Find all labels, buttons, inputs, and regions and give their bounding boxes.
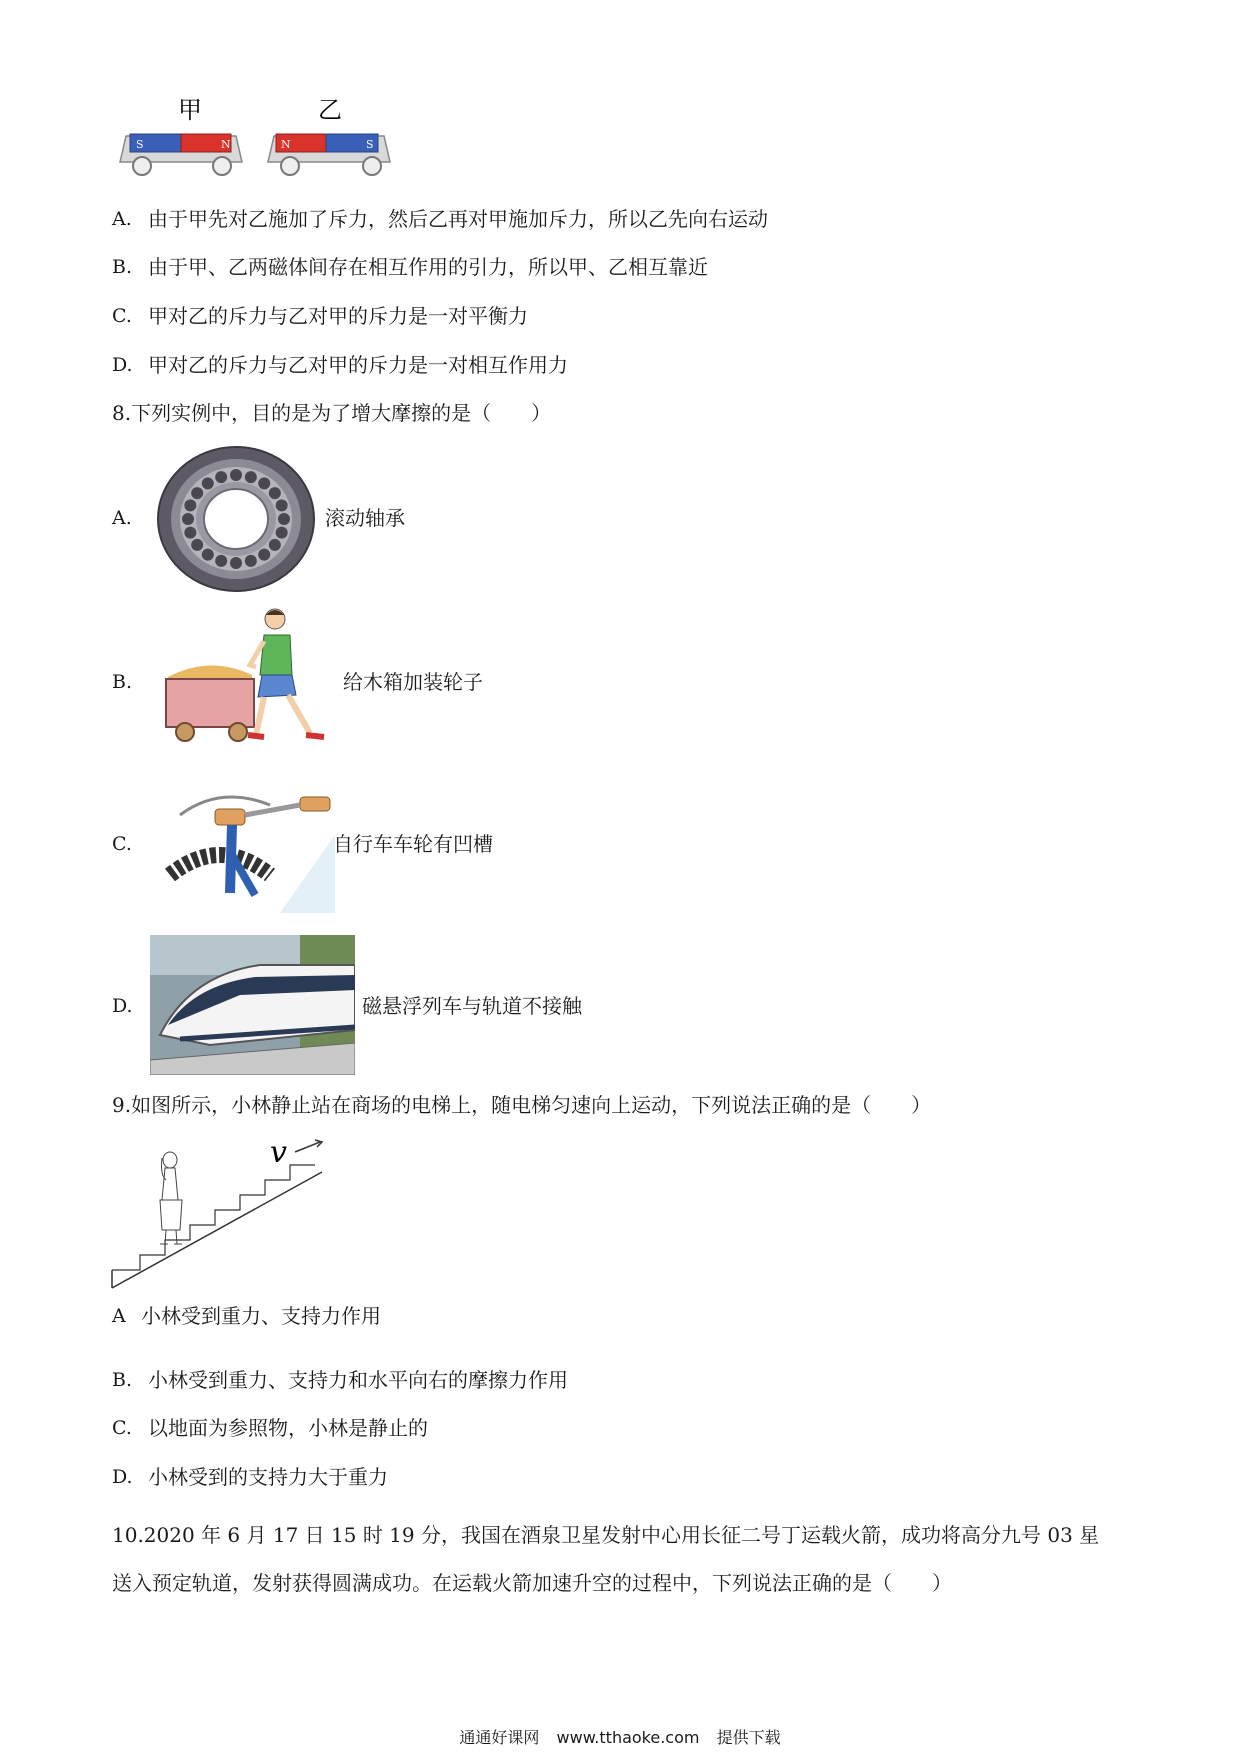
bearing-ball [278, 513, 290, 525]
page-footer [0, 1727, 1240, 1749]
bearing-ball [245, 471, 257, 483]
bearing-ball [202, 549, 214, 561]
bicycle-image [160, 775, 335, 917]
q9-option-c-text: 以地面为参照物，小林是静止的 [148, 1416, 428, 1440]
bearing-image [156, 445, 316, 597]
bearing-ball [202, 477, 214, 489]
q8-option-b-text: 给木箱加装轮子 [343, 670, 483, 694]
label-jia: 甲 [178, 96, 202, 124]
q8-option-a-letter: A. [112, 507, 132, 529]
q9-option-d-letter: D. [112, 1466, 133, 1488]
q9-stem: 9.如图所示，小林静止站在商场的电梯上，随电梯匀速向上运动，下列说法正确的是（ ） [112, 1093, 932, 1117]
q8-option-a-text: 滚动轴承 [325, 506, 405, 530]
bearing-ball [191, 539, 203, 551]
cart-pushing-image [160, 605, 340, 749]
maglev-train-image [150, 935, 355, 1079]
q8-option-d-text: 磁悬浮列车与轨道不接触 [362, 994, 582, 1018]
svg-text:S: S [366, 138, 374, 151]
q9-option-a-letter: A [112, 1305, 126, 1327]
q10-stem-line-2: 送入预定轨道，发射获得圆满成功。在运载火箭加速升空的过程中，下列说法正确的是（ ） [112, 1571, 952, 1595]
q8-option-d-letter: D. [112, 995, 133, 1017]
bearing-ball [258, 549, 270, 561]
bearing-ball [182, 513, 194, 525]
escalator-figure [110, 1130, 330, 1294]
bearing-ball [191, 487, 203, 499]
bearing-ball [269, 487, 281, 499]
q7-option-d-text: 甲对乙的斥力与乙对甲的斥力是一对相互作用力 [148, 353, 568, 377]
footer-suffix: 提供下载 [716, 1728, 781, 1747]
q7-option-b-text: 由于甲、乙两磁体间存在相互作用的引力，所以甲、乙相互靠近 [148, 255, 708, 279]
label-yi: 乙 [318, 96, 342, 124]
bearing-ball [276, 527, 288, 539]
q8-option-b-letter: B. [112, 671, 133, 693]
q9-option-b-text: 小林受到重力、支持力和水平向右的摩擦力作用 [148, 1368, 568, 1392]
footer-site-name: 通通好课网 [459, 1728, 540, 1747]
q9-option-a-text: 小林受到重力、支持力作用 [141, 1304, 381, 1328]
footer-url[interactable]: www.tthaoke.com [556, 1728, 700, 1747]
q9-option-b-letter: B. [112, 1369, 133, 1391]
bearing-ball [184, 527, 196, 539]
bearing-ball [184, 499, 196, 511]
girl-sketch [160, 1152, 182, 1244]
bearing-ball [230, 469, 242, 481]
bearing-ball [276, 499, 288, 511]
q9-option-c-letter: C. [112, 1417, 132, 1439]
bearing-ball [269, 539, 281, 551]
svg-text:N: N [281, 138, 291, 151]
svg-text:N: N [221, 138, 231, 151]
q9-option-d-text: 小林受到的支持力大于重力 [148, 1465, 388, 1489]
q7-option-c-letter: C. [112, 305, 132, 327]
cart-left [120, 134, 242, 175]
svg-text:S: S [136, 138, 144, 151]
cart-right [268, 134, 390, 175]
bearing-ball [215, 555, 227, 567]
q8-option-c-letter: C. [112, 833, 132, 855]
q8-option-c-text: 自行车车轮有凹槽 [333, 832, 493, 856]
bearing-ball [230, 557, 242, 569]
bearing-ball [258, 477, 270, 489]
q10-stem-line-1: 10.2020 年 6 月 17 日 15 时 19 分，我国在酒泉卫星发射中心用长征二号丁运载火箭，成功将高分九号 03 星 [112, 1523, 1100, 1547]
q8-stem: 8.下列实例中，目的是为了增大摩擦的是（ ） [112, 401, 552, 425]
bearing-ball [245, 555, 257, 567]
q7-option-a-letter: A. [112, 208, 132, 230]
q7-option-b-letter: B. [112, 256, 133, 278]
q7-option-a-text: 由于甲先对乙施加了斥力，然后乙再对甲施加斥力，所以乙先向右运动 [148, 207, 768, 231]
q7-option-d-letter: D. [112, 354, 133, 376]
magnet-carts-figure [118, 90, 408, 185]
bearing-ball [215, 471, 227, 483]
velocity-label: v [270, 1135, 287, 1170]
q7-option-c-text: 甲对乙的斥力与乙对甲的斥力是一对平衡力 [148, 304, 528, 328]
